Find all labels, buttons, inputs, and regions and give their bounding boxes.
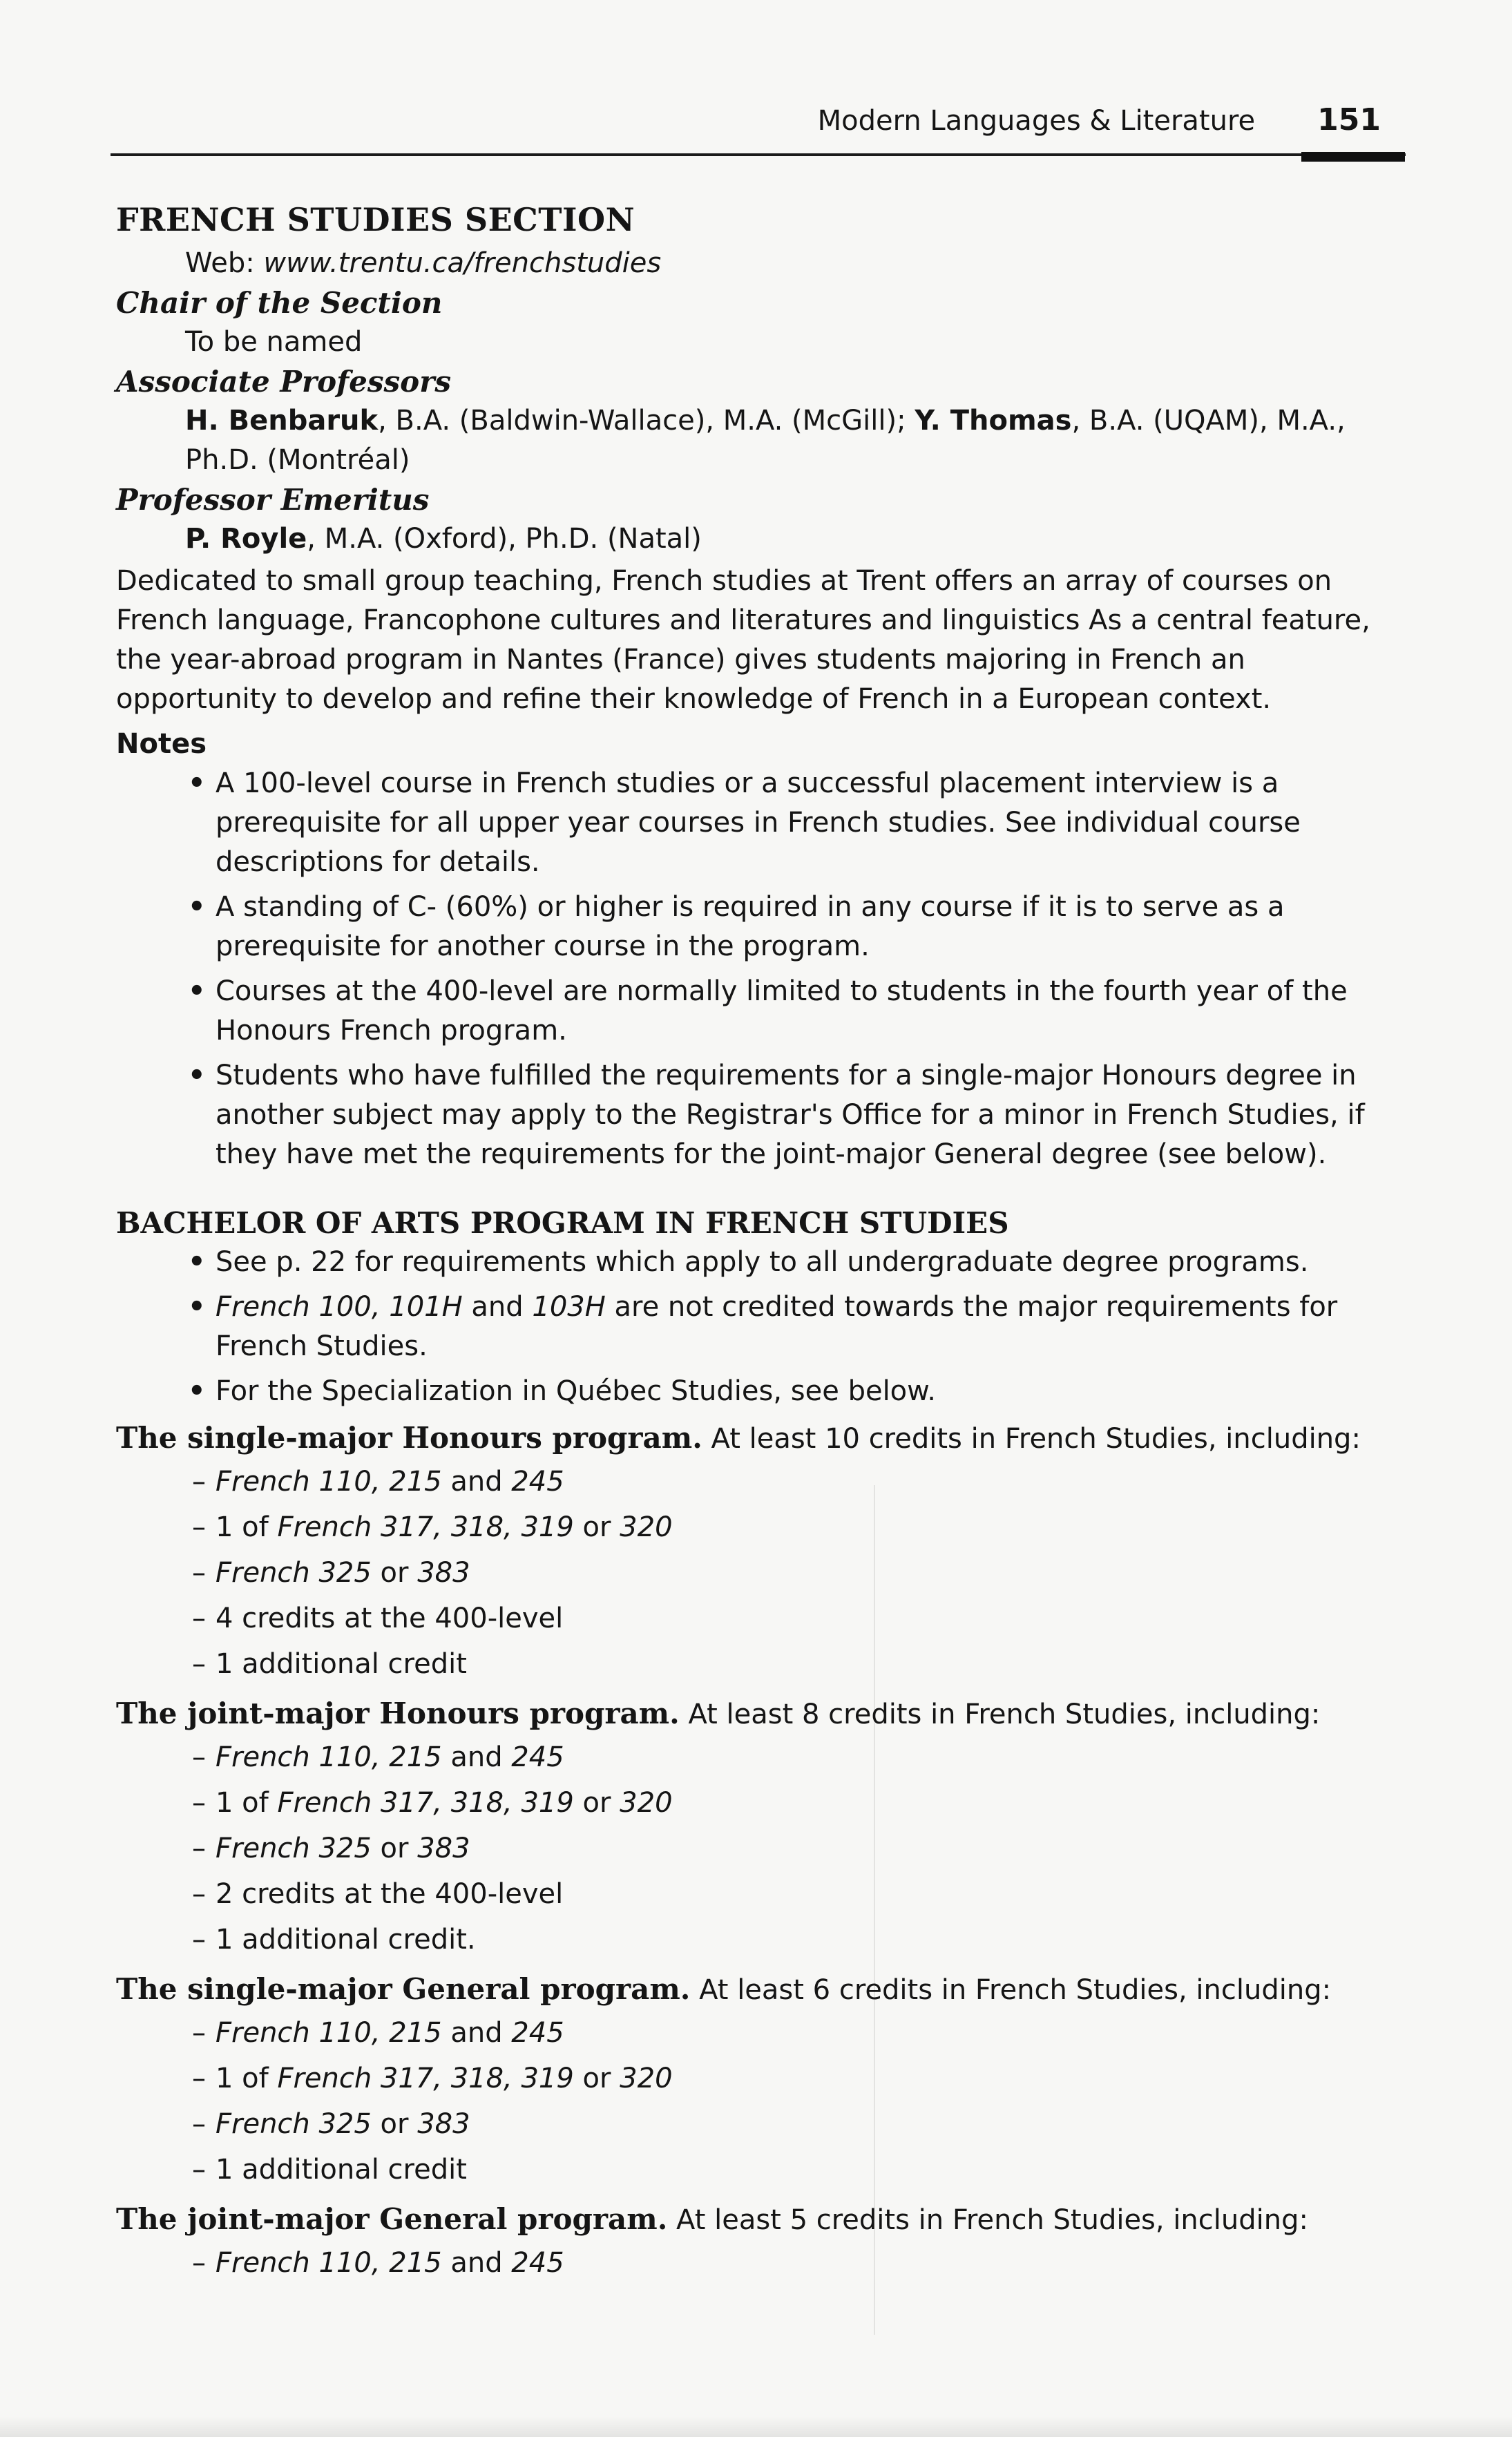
connector-text: or — [573, 2063, 620, 2094]
program-title: The joint-major General program. — [116, 2202, 668, 2236]
dash: – — [192, 2154, 206, 2186]
notes-list — [116, 764, 1394, 1174]
dash: – — [192, 1603, 206, 1634]
connector-text: or — [573, 1511, 620, 1543]
ba-bullets — [116, 1243, 1394, 1411]
requirement-item — [192, 2056, 1394, 2101]
requirement-item — [192, 1871, 1394, 1917]
connector-text: or — [371, 2108, 418, 2140]
web-label: Web: — [185, 247, 255, 279]
course-ref: 245 — [511, 1741, 564, 1773]
course-ref: 320 — [620, 2063, 673, 2094]
connector-text: 1 of — [216, 2063, 278, 2094]
program-desc: At least 8 credits in French Studies, including: — [679, 1699, 1321, 1730]
program-title: The single-major Honours program. — [116, 1421, 702, 1455]
requirement-item — [192, 2240, 1394, 2286]
program-desc: At least 6 credits in French Studies, including: — [690, 1974, 1332, 2006]
connector-text: and — [441, 2017, 512, 2049]
professor-name: H. Benbaruk — [185, 405, 379, 437]
running-title: Modern Languages & Literature — [817, 105, 1256, 137]
course-ref: French 110, 215 — [216, 1741, 442, 1773]
program-title: The single-major General program. — [116, 1972, 691, 2006]
requirement-item — [192, 1459, 1394, 1504]
dash: – — [192, 2247, 206, 2279]
course-ref: French 110, 215 — [216, 2017, 442, 2049]
note-item: • A 100-level course in French studies or a successful placement interview is a prerequisite for all upper year courses in French studies. See individual course descriptions for details. — [185, 764, 1394, 882]
requirement-item — [192, 2101, 1394, 2147]
requirement-text: 1 additional credit — [216, 1648, 467, 1680]
requirement-item — [192, 1780, 1394, 1826]
chair-value: To be named — [185, 326, 363, 358]
note-item: • A standing of C- (60%) or higher is required in any course if it is to serve as a prerequisite for another course in the program. — [185, 888, 1394, 966]
associate-professors-list — [116, 401, 1394, 480]
notes-heading: Notes — [116, 728, 207, 760]
course-ref: 103H — [532, 1291, 606, 1323]
requirement-item — [192, 1504, 1394, 1550]
section-title: FRENCH STUDIES SECTION — [116, 201, 635, 238]
note-item: • Courses at the 400-level are normally limited to students in the fourth year of the Honours French program. — [185, 972, 1394, 1051]
associate-professors-heading: Associate Professors — [116, 365, 451, 399]
program-heading-joint-honours — [116, 1694, 1394, 1734]
requirement-text: 1 additional credit. — [216, 1924, 476, 1956]
dash: – — [192, 2108, 206, 2140]
connector-text: 1 of — [216, 1511, 278, 1543]
page-number: 151 — [1317, 102, 1381, 137]
course-ref: 245 — [511, 2247, 564, 2279]
requirement-item — [192, 2147, 1394, 2192]
program-desc: At least 5 credits in French Studies, including: — [667, 2204, 1308, 2236]
professor-emeritus-heading: Professor Emeritus — [116, 483, 430, 517]
web-line — [116, 244, 1394, 283]
dash: – — [192, 1741, 206, 1773]
course-ref: 320 — [620, 1787, 673, 1819]
requirements-single-general — [116, 2010, 1394, 2192]
connector-text: and — [441, 1466, 512, 1498]
dash: – — [192, 1511, 206, 1543]
professor-emeritus-entry — [116, 519, 1394, 559]
professor-credentials: , B.A. (UQAM), M.A., Ph.D. (Montréal) — [185, 405, 1346, 476]
course-ref: French 317, 318, 319 — [277, 1511, 574, 1543]
requirements-single-honours — [116, 1459, 1394, 1687]
course-ref: 320 — [620, 1511, 673, 1543]
requirement-text: 2 credits at the 400-level — [216, 1878, 564, 1910]
program-title: The joint-major Honours program. — [116, 1697, 680, 1730]
requirement-text: 1 additional credit — [216, 2154, 467, 2186]
professor-name: P. Royle — [185, 523, 307, 555]
course-ref: French 325 — [216, 2108, 372, 2140]
running-header — [818, 102, 1381, 137]
requirement-item — [192, 1734, 1394, 1780]
dash: – — [192, 1787, 206, 1819]
requirement-item — [192, 1596, 1394, 1641]
ba-program-heading: BACHELOR OF ARTS PROGRAM IN FRENCH STUDIES — [116, 1206, 1009, 1240]
dash: – — [192, 1648, 206, 1680]
bullet-text: are not credited towards the major requirements for French Studies. — [216, 1291, 1338, 1362]
professor-name: Y. Thomas — [915, 405, 1072, 437]
requirements-joint-honours — [116, 1734, 1394, 1962]
requirement-item — [192, 1917, 1394, 1962]
connector-text: and — [441, 1741, 512, 1773]
ba-bullet: • See p. 22 for requirements which apply to all undergraduate degree programs. — [185, 1243, 1394, 1282]
requirement-item — [192, 1641, 1394, 1687]
program-heading-single-honours — [116, 1418, 1394, 1459]
dash: – — [192, 2063, 206, 2094]
header-rule-accent — [1301, 152, 1405, 162]
course-ref: 245 — [511, 1466, 564, 1498]
program-desc: At least 10 credits in French Studies, including: — [702, 1423, 1361, 1455]
connector-text: or — [371, 1557, 418, 1589]
requirement-item — [192, 1550, 1394, 1596]
course-ref: French 317, 318, 319 — [277, 2063, 574, 2094]
course-ref: French 100, 101H — [216, 1291, 463, 1323]
course-ref: 383 — [417, 1833, 470, 1864]
scan-fold-line — [874, 1485, 875, 2335]
requirement-item — [192, 1826, 1394, 1871]
course-ref: French 325 — [216, 1833, 372, 1864]
course-ref: French 110, 215 — [216, 2247, 442, 2279]
connector-text: or — [573, 1787, 620, 1819]
page-content — [116, 200, 1394, 2286]
course-ref: 245 — [511, 2017, 564, 2049]
connector-text: or — [371, 1833, 418, 1864]
header-rule — [111, 153, 1406, 156]
dash: – — [192, 1878, 206, 1910]
course-ref: French 317, 318, 319 — [277, 1787, 574, 1819]
requirement-text: 4 credits at the 400-level — [216, 1603, 564, 1634]
professor-credentials: , B.A. (Baldwin-Wallace), M.A. (McGill); — [378, 405, 915, 437]
dash: – — [192, 2017, 206, 2049]
requirement-item — [192, 2010, 1394, 2056]
course-ref: French 110, 215 — [216, 1466, 442, 1498]
ba-bullet: • For the Specialization in Québec Studies, see below. — [185, 1372, 1394, 1411]
connector-text: 1 of — [216, 1787, 278, 1819]
course-ref: French 325 — [216, 1557, 372, 1589]
connector-text: and — [462, 1291, 533, 1323]
connector-text: and — [441, 2247, 512, 2279]
web-url: www.trentu.ca/frenchstudies — [263, 247, 662, 279]
chair-heading: Chair of the Section — [116, 286, 443, 320]
requirements-joint-general — [116, 2240, 1394, 2286]
dash: – — [192, 1924, 206, 1956]
dash: – — [192, 1557, 206, 1589]
dash: – — [192, 1466, 206, 1498]
ba-bullet — [185, 1288, 1394, 1366]
dash: – — [192, 1833, 206, 1864]
program-heading-single-general — [116, 1969, 1394, 2010]
program-heading-joint-general — [116, 2199, 1394, 2240]
course-ref: 383 — [417, 1557, 470, 1589]
professor-credentials: , M.A. (Oxford), Ph.D. (Natal) — [307, 523, 702, 555]
course-ref: 383 — [417, 2108, 470, 2140]
note-item: • Students who have fulfilled the requirements for a single-major Honours degree in another subject may apply to the Registrar's Office for a minor in French Studies, if they have met the requirements for the joint-major General degree (see below). — [185, 1056, 1394, 1174]
scan-bottom-shadow — [0, 2416, 1512, 2437]
intro-paragraph: Dedicated to small group teaching, French studies at Trent offers an array of courses on French language, Francophone cultures and literatures and linguistics As a central feature, the year-abroad program in Nantes (France) gives students majoring in French an opportunity to develop and refine their knowledge of French in a European context. — [116, 565, 1370, 715]
